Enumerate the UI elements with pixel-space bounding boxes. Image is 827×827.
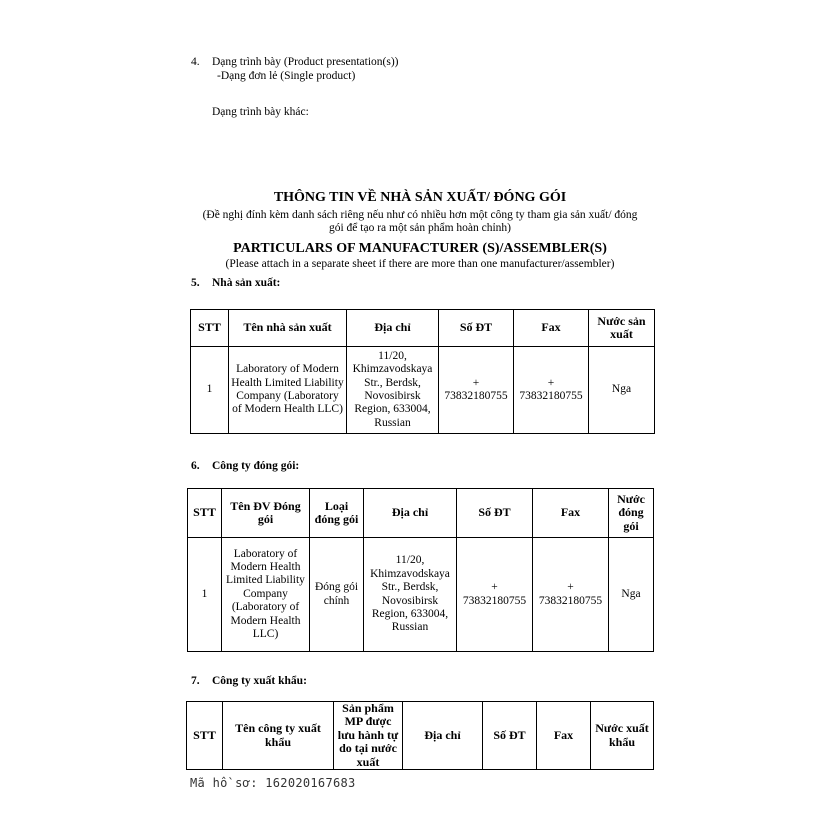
header-stt: STT [187, 702, 223, 770]
manufacturer-note-vn-2: gói để tạo ra một sản phẩm hoàn chỉnh) [328, 222, 512, 234]
section-5-number: 5. [191, 277, 200, 289]
cell-country: Nga [589, 347, 655, 434]
header-fax: Fax [533, 489, 609, 538]
header-country-of-manufacture: Nước sản xuất [589, 310, 655, 347]
other-presentation-line: Dạng trình bày khác: [212, 106, 309, 118]
header-export-country: Nước xuất khẩu [591, 702, 654, 770]
header-exporter-name: Tên công ty xuất khẩu [223, 702, 334, 770]
header-free-sale-status: Sản phẩm MP được lưu hành tự do tại nước xuất [334, 702, 403, 770]
header-country-of-packing: Nước đóng gói [609, 489, 654, 538]
cell-phone: + 73832180755 [457, 538, 533, 652]
cell-address: 11/20, Khimzavodskaya Str., Berdsk, Novosibirsk Region, 633004, Russian [347, 347, 439, 434]
section-4-title: Dạng trình bày (Product presentation(s)) [212, 56, 399, 68]
cell-stt: 1 [191, 347, 229, 434]
header-phone: Số ĐT [439, 310, 514, 347]
header-manufacturer-name: Tên nhà sản xuất [229, 310, 347, 347]
cell-fax: + 73832180755 [533, 538, 609, 652]
cell-phone: + 73832180755 [439, 347, 514, 434]
header-fax: Fax [514, 310, 589, 347]
section-7-title: Công ty xuất khẩu: [212, 675, 307, 687]
header-address: Địa chỉ [403, 702, 483, 770]
manufacturer-heading-en: PARTICULARS OF MANUFACTURER (S)/ASSEMBLER(S) [233, 241, 607, 256]
manufacturer-note-vn-1: (Đề nghị đính kèm danh sách riêng nếu như có nhiều hơn một công ty tham gia sản xuất/ đóng [202, 209, 638, 221]
exporter-table [186, 701, 654, 770]
header-packer-name: Tên ĐV Đóng gói [222, 489, 310, 538]
cell-packing-type: Đóng gói chính [310, 538, 364, 652]
header-stt: STT [191, 310, 229, 347]
table-row [188, 538, 654, 652]
header-address: Địa chỉ [364, 489, 457, 538]
assembler-table [187, 488, 654, 652]
header-fax: Fax [537, 702, 591, 770]
header-address: Địa chỉ [347, 310, 439, 347]
manufacturer-heading-vn: THÔNG TIN VỀ NHÀ SẢN XUẤT/ ĐÓNG GÓI [273, 190, 567, 205]
section-5-title: Nhà sản xuất: [212, 277, 281, 289]
header-phone: Số ĐT [457, 489, 533, 538]
cell-packer-name: Laboratory of Modern Health Limited Liability Company (Laboratory of Modern Health LLC) [222, 538, 310, 652]
header-packing-type: Loại đóng gói [310, 489, 364, 538]
cell-address: 11/20, Khimzavodskaya Str., Berdsk, Novosibirsk Region, 633004, Russian [364, 538, 457, 652]
table-row [191, 347, 655, 434]
header-phone: Số ĐT [483, 702, 537, 770]
header-stt: STT [188, 489, 222, 538]
section-4-number: 4. [191, 56, 200, 68]
manufacturer-table [190, 309, 655, 434]
section-7-number: 7. [191, 675, 200, 687]
cell-stt: 1 [188, 538, 222, 652]
section-6-title: Công ty đóng gói: [212, 460, 300, 472]
cell-country: Nga [609, 538, 654, 652]
single-product-line: -Dạng đơn lẻ (Single product) [217, 70, 356, 82]
section-6-number: 6. [191, 460, 200, 472]
cell-manufacturer-name: Laboratory of Modern Health Limited Liability Company (Laboratory of Modern Health LLC) [229, 347, 347, 434]
cell-fax: + 73832180755 [514, 347, 589, 434]
dossier-code: Mã hồ sơ: 162020167683 [190, 776, 356, 790]
manufacturer-note-en: (Please attach in a separate sheet if there are more than one manufacturer/assembler) [225, 258, 615, 270]
